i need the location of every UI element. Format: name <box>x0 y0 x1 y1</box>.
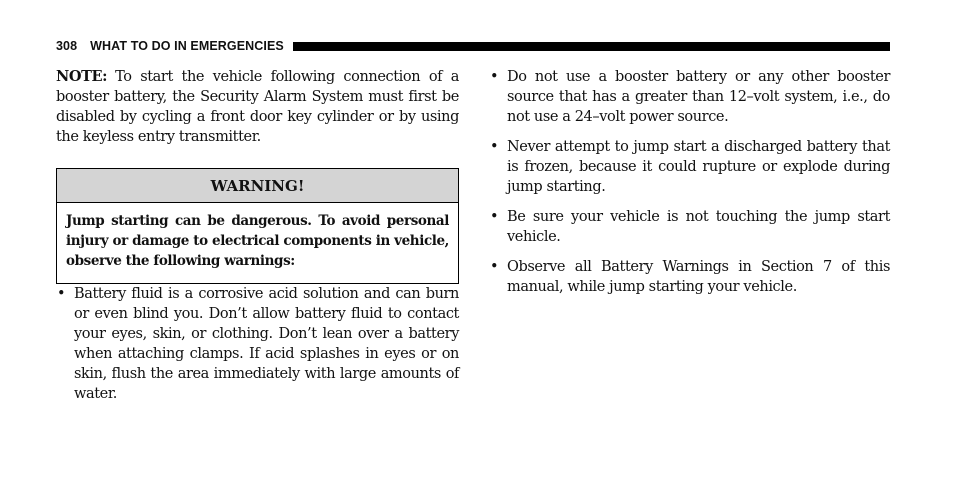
page-number: 308 <box>56 39 78 53</box>
bullet-text: Do not use a booster battery or any other booster source that has a greater than 12–volt system, i.e., do not use a 24–volt power source. <box>507 69 890 125</box>
bullet-icon: • <box>57 286 66 302</box>
bullet-icon: • <box>490 259 499 275</box>
list-item <box>489 207 890 247</box>
bullet-text: Never attempt to jump start a discharged battery that is frozen, because it could rupture or explode during jump starting. <box>507 139 890 195</box>
bullet-icon: • <box>490 139 499 155</box>
list-item <box>489 257 890 297</box>
bullet-icon: • <box>490 209 499 225</box>
bullet-icon: • <box>490 69 499 85</box>
right-column <box>489 67 890 307</box>
note-label: NOTE: <box>56 68 108 85</box>
note-text: To start the vehicle following connection of a booster battery, the Security Alarm System must first be disabled by cycling a front door key cylinder or by using the keyless entry transmitter. <box>56 69 459 145</box>
warning-box <box>56 168 459 284</box>
list-item <box>489 67 890 127</box>
left-bullet-list <box>56 284 459 404</box>
header-rule <box>293 42 890 51</box>
note-paragraph <box>56 67 459 147</box>
warning-text: Jump starting can be dangerous. To avoid personal injury or damage to electrical components in vehicle, observe the following warnings: <box>66 213 449 269</box>
section-title: WHAT TO DO IN EMERGENCIES <box>90 39 284 53</box>
bullet-text: Observe all Battery Warnings in Section 7 of this manual, while jump starting your vehicle. <box>507 259 890 295</box>
left-column <box>56 67 459 414</box>
bullet-text: Be sure your vehicle is not touching the jump start vehicle. <box>507 209 890 245</box>
page-header <box>56 38 890 54</box>
list-item <box>56 284 459 404</box>
right-bullet-list <box>489 67 890 297</box>
warning-title: WARNING! <box>57 169 458 203</box>
bullet-text: Battery fluid is a corrosive acid solution and can burn or even blind you. Don’t allow battery fluid to contact your eyes, skin, or clothing. Don’t lean over a battery when attaching clamps. If acid splashes in eyes or on skin, flush the area immediately with large amounts of water. <box>74 286 459 402</box>
list-item <box>489 137 890 197</box>
